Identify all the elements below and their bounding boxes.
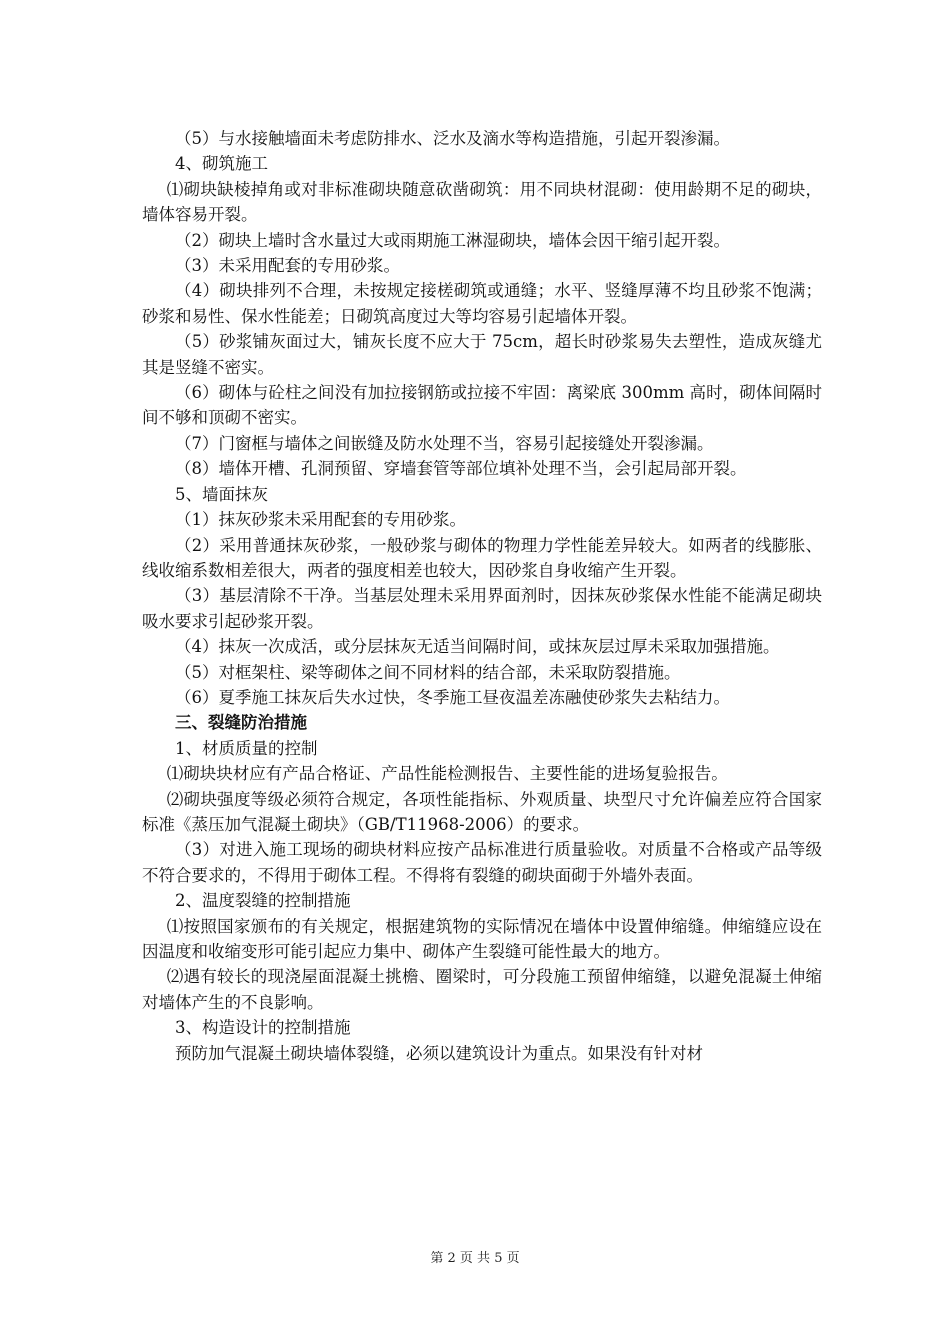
paragraph: （3）对进入施工现场的砌块材料应按产品标准进行质量验收。对质量不合格或产品等级不符合要求的，不得用于砌体工程。不得将有裂缝的砌块面砌于外墙外表面。 — [142, 840, 822, 885]
paragraph: （4）抹灰一次成活，或分层抹灰无适当间隔时间，或抹灰层过厚未采取加强措施。 — [175, 637, 780, 657]
paragraph: ⑴砌块缺棱掉角或对非标准砌块随意砍凿砌筑：用不同块材混砌：使用龄期不足的砌块，墙体容易开裂。 — [142, 179, 822, 225]
paragraph: （2）砌块上墙时含水量过大或雨期施工淋湿砌块，墙体会因干缩引起开裂。 — [175, 230, 730, 250]
paragraph: （3）未采用配套的专用砂浆。 — [175, 256, 400, 276]
paragraph: （2）采用普通抹灰砂浆，一般砂浆与砌体的物理力学性能差异较大。如两者的线膨胀、线收缩系数相差很大，两者的强度相差也较大，因砂浆自身收缩产生开裂。 — [142, 535, 822, 580]
document-body — [142, 126, 822, 1066]
paragraph: （1）抹灰砂浆未采用配套的专用砂浆。 — [175, 510, 466, 530]
paragraph: 3、构造设计的控制措施 — [175, 1018, 351, 1038]
paragraph: （6）砌体与砼柱之间没有加拉接钢筋或拉接不牢固：离梁底 300mm 高时，砌体间隔时间不够和顶砌不密实。 — [142, 383, 822, 428]
paragraph: （3）基层清除不干净。当基层处理未采用界面剂时，因抹灰砂浆保水性能不能满足砌块吸水要求引起砂浆开裂。 — [142, 586, 822, 631]
paragraph: 4、砌筑施工 — [175, 154, 268, 174]
paragraph: （5）与水接触墙面未考虑防排水、泛水及滴水等构造措施，引起开裂渗漏。 — [175, 129, 730, 148]
paragraph: ⑵遇有较长的现浇屋面混凝土挑檐、圈梁时，可分段施工预留伸缩缝，以避免混凝土伸缩对墙体产生的不良影响。 — [142, 967, 822, 1012]
paragraph: 2、温度裂缝的控制措施 — [175, 891, 351, 911]
paragraph: （5）对框架柱、梁等砌体之间不同材料的结合部，未采取防裂措施。 — [175, 662, 681, 682]
paragraph: 1、材质质量的控制 — [175, 738, 318, 758]
paragraph: ⑵砌块强度等级必须符合规定，各项性能指标、外观质量、块型尺寸允许偏差应符合国家标准《蒸压加气混凝土砌块》（GB/T11968-2006）的要求。 — [142, 789, 822, 834]
paragraph: ⑴砌块块材应有产品合格证、产品性能检测报告、主要性能的进场复验报告。 — [166, 764, 728, 784]
page-footer: 第 2 页 共 5 页 — [430, 1251, 520, 1266]
paragraph: （5）砂浆铺灰面过大，铺灰长度不应大于 75cm，超长时砂浆易失去塑性，造成灰缝尤其是竖缝不密实。 — [142, 332, 822, 377]
paragraph: 三、裂缝防治措施 — [175, 713, 307, 733]
paragraph: ⑴按照国家颁布的有关规定，根据建筑物的实际情况在墙体中设置伸缩缝。伸缩缝应设在因温度和收缩变形可能引起应力集中、砌体产生裂缝可能性最大的地方。 — [142, 916, 822, 961]
paragraph: （4）砌块排列不合理，未按规定接槎砌筑或通缝；水平、竖缝厚薄不均且砂浆不饱满；砂浆和易性、保水性能差；日砌筑高度过大等均容易引起墙体开裂。 — [142, 281, 822, 326]
paragraph: （8）墙体开槽、孔洞预留、穿墙套管等部位填补处理不当，会引起局部开裂。 — [175, 459, 747, 479]
paragraph: 预防加气混凝土砌块墙体裂缝，必须以建筑设计为重点。如果没有针对材 — [175, 1043, 703, 1063]
paragraph: （7）门窗框与墙体之间嵌缝及防水处理不当，容易引起接缝处开裂渗漏。 — [175, 433, 714, 453]
paragraph: （6）夏季施工抹灰后失水过快，冬季施工昼夜温差冻融使砂浆失去粘结力。 — [175, 687, 730, 707]
paragraph: 5、墙面抹灰 — [175, 484, 268, 504]
